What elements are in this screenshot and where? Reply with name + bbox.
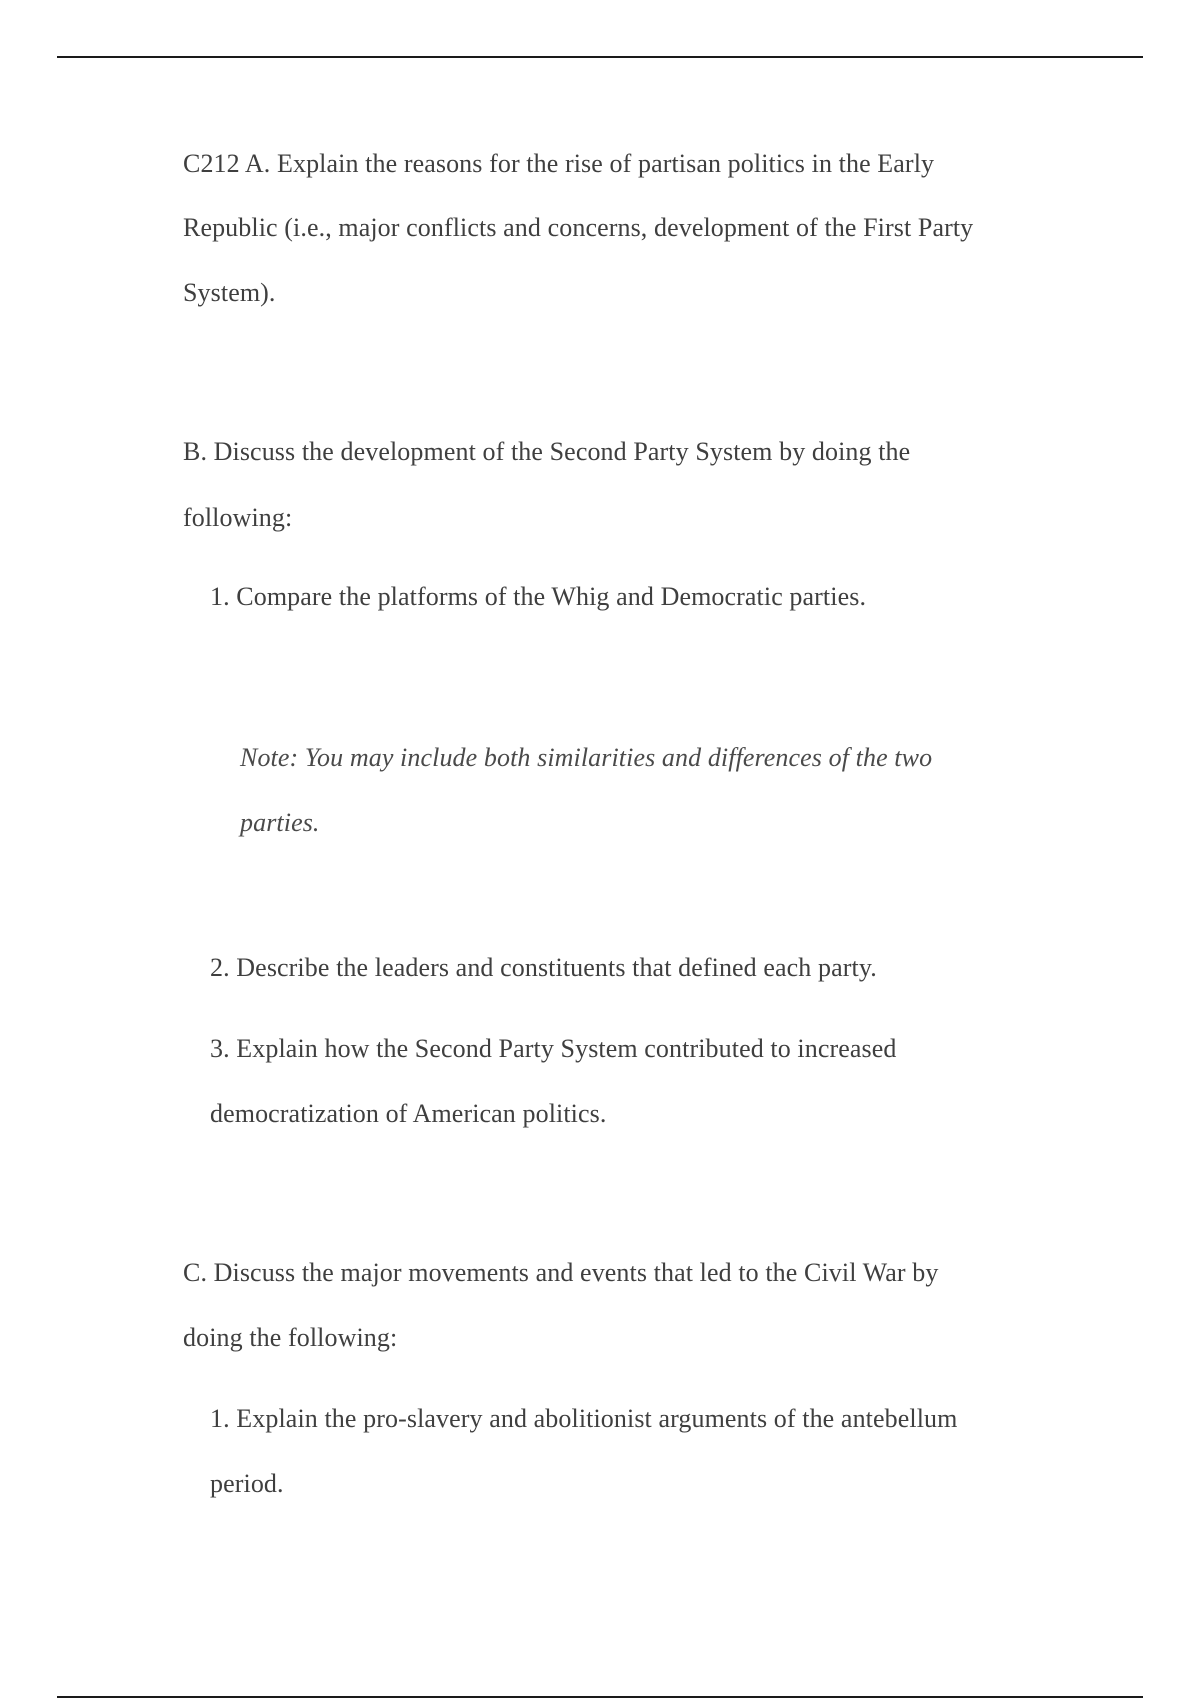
footer-rule xyxy=(57,1696,1143,1698)
section-b-item-3-line: democratization of American politics. xyxy=(210,1099,607,1128)
header-rule xyxy=(57,56,1143,58)
section-b-item-2: 2. Describe the leaders and constituents that defined each party. xyxy=(210,953,877,982)
section-b-item-3-line: 3. Explain how the Second Party System contributed to increased xyxy=(210,1034,897,1063)
section-b-intro-line: following: xyxy=(183,503,293,532)
section-b-note-line: Note: You may include both similarities and differences of the two xyxy=(240,743,933,772)
section-a-line: C212 A. Explain the reasons for the rise of partisan politics in the Early xyxy=(183,149,935,178)
section-c-item-1-line: 1. Explain the pro-slavery and abolitionist arguments of the antebellum xyxy=(210,1404,958,1433)
section-a-line: System). xyxy=(183,278,276,307)
section-c-intro-line: doing the following: xyxy=(183,1323,398,1352)
section-b-intro-line: B. Discuss the development of the Second Party System by doing the xyxy=(183,437,911,466)
section-c-item-1-line: period. xyxy=(210,1469,284,1498)
section-b-item-1: 1. Compare the platforms of the Whig and Democratic parties. xyxy=(210,582,867,611)
section-a-line: Republic (i.e., major conflicts and concerns, development of the First Party xyxy=(183,213,974,242)
section-c-intro-line: C. Discuss the major movements and events that led to the Civil War by xyxy=(183,1258,939,1287)
section-b-note-line: parties. xyxy=(240,808,320,837)
